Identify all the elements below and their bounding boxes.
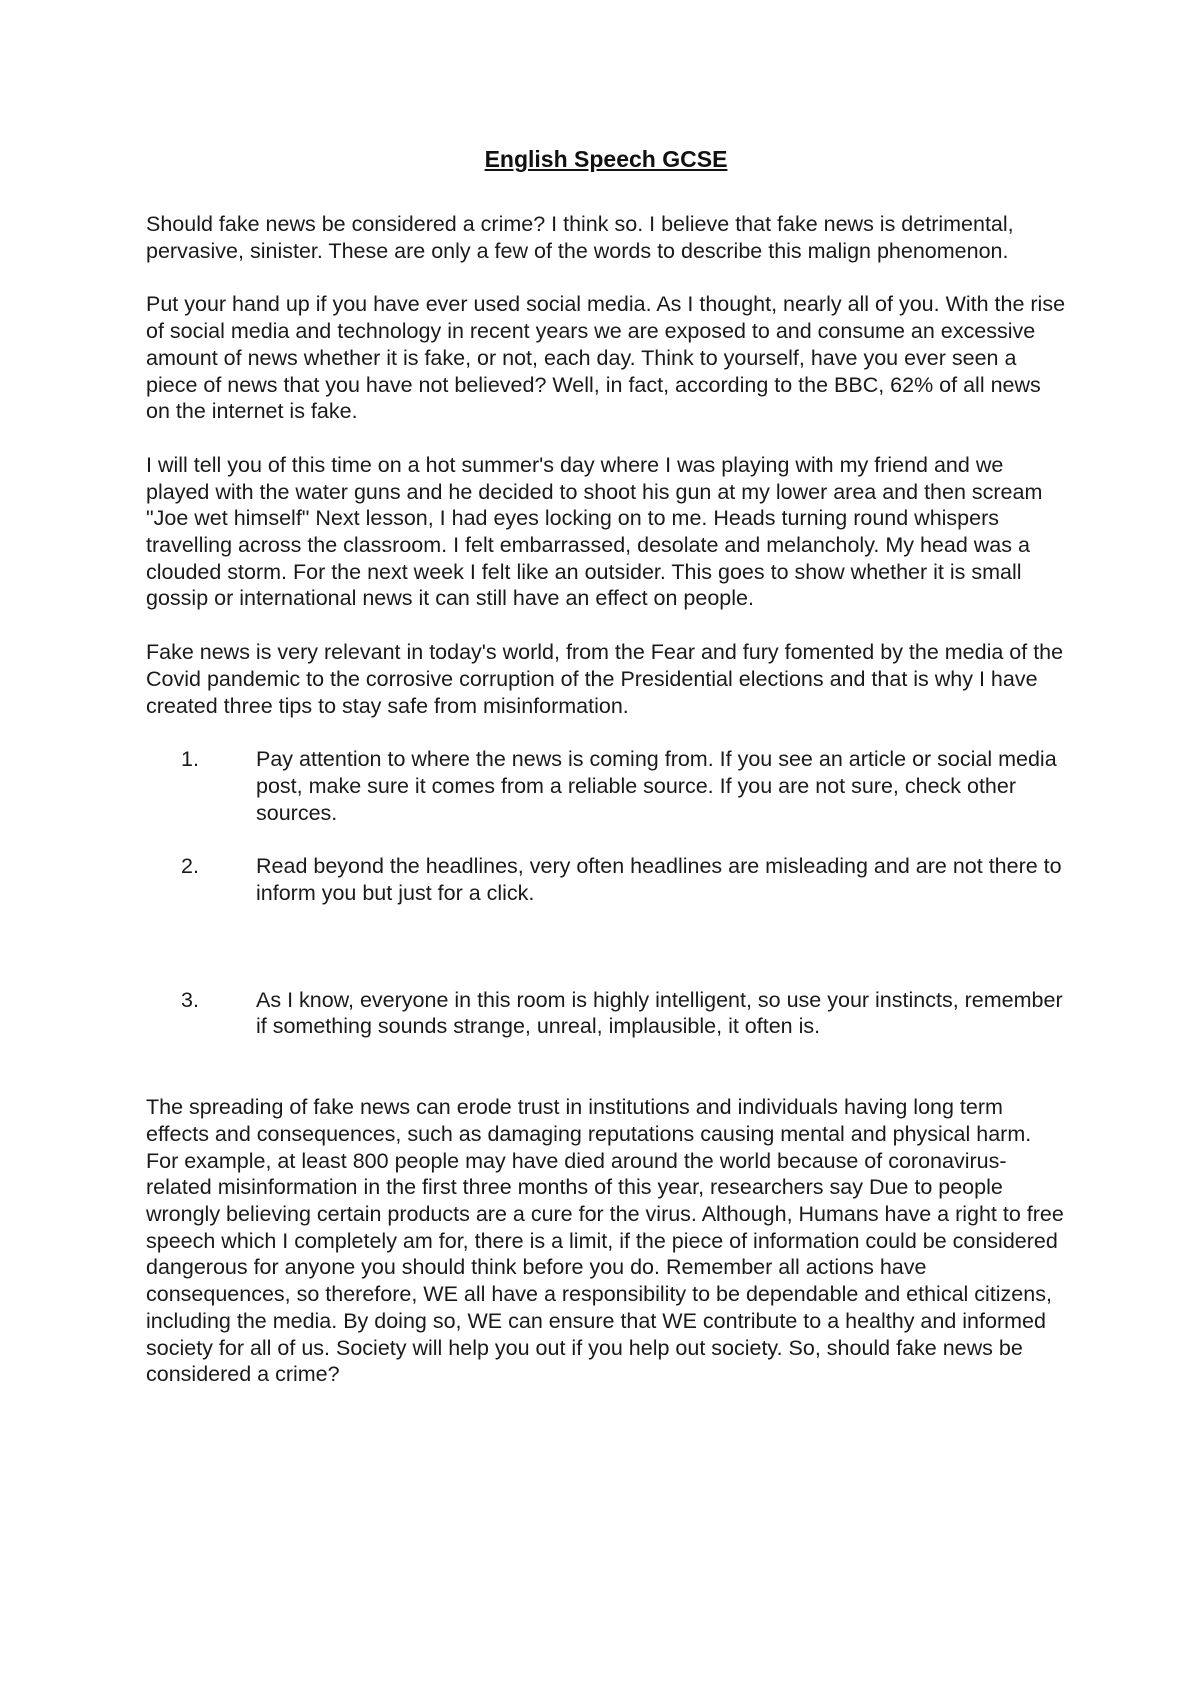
list-item-text: Pay attention to where the news is coming from. If you see an article or social media post, make sure it comes from a reliable source. If you are not sure, check other sources.: [256, 747, 1057, 825]
document-body: [146, 144, 1066, 1415]
list-item-text: As I know, everyone in this room is highly intelligent, so use your instincts, remember if something sounds strange, unreal, implausible, it often is.: [256, 987, 1063, 1039]
list-item: [146, 746, 1066, 826]
paragraph-anecdote: I will tell you of this time on a hot summer's day where I was playing with my friend and we played with the water guns and he decided to shoot his gun at my lower area and then scream "Joe wet himself" Next lesson, I had eyes locking on to me. Heads turning round whispers travelling across the classroom. I felt embarrassed, desolate and melancholy. My head was a clouded storm. For the next week I felt like an outsider. This goes to show whether it is small gossip or international news it can still have an effect on people.: [146, 452, 1043, 611]
list-item-number: 3.: [181, 987, 199, 1012]
list-item: [146, 987, 1066, 1040]
tips-list: [146, 746, 1066, 1040]
list-item: [146, 853, 1066, 906]
list-item-text: Read beyond the headlines, very often headlines are misleading and are not there to inform you but just for a click.: [256, 854, 1062, 906]
paragraph-relevance: Fake news is very relevant in today's world, from the Fear and fury fomented by the media of the Covid pandemic to the corrosive corruption of the Presidential elections and that is why I have created three tips to stay safe from misinformation.: [146, 640, 1064, 718]
list-item-number: 1.: [181, 747, 199, 772]
paragraph-social-media: Put your hand up if you have ever used social media. As I thought, nearly all of you. With the rise of social media and technology in recent years we are exposed to and consume an excessive amount of news whether it is fake, or not, each day. Think to yourself, have you ever seen a piece of news that you have not believed? Well, in fact, according to the BBC, 62% of all news on the internet is fake.: [146, 292, 1066, 424]
paragraph-conclusion: The spreading of fake news can erode trust in institutions and individuals having long term effects and consequences, such as damaging reputations causing mental and physical harm. For example, at least 800 people may have died around the world because of coronavirus-related misinformation in the first three months of this year, researchers say Due to people wrongly believing certain products are a cure for the virus. Although, Humans have a right to free speech which I completely am for, there is a limit, if the piece of information could be considered dangerous for anyone you should think before you do. Remember all actions have consequences, so therefore, WE all have a responsibility to be dependable and ethical citizens, including the media. By doing so, WE can ensure that WE contribute to a healthy and informed society for all of us. Society will help you out if you help out society. So, should fake news be considered a crime?: [146, 1095, 1064, 1387]
document-title: English Speech GCSE: [484, 146, 728, 172]
list-item-number: 2.: [181, 854, 199, 879]
paragraph-intro: Should fake news be considered a crime? I think so. I believe that fake news is detrimental, pervasive, sinister. These are only a few of the words to describe this malign phenomenon.: [146, 212, 1014, 263]
